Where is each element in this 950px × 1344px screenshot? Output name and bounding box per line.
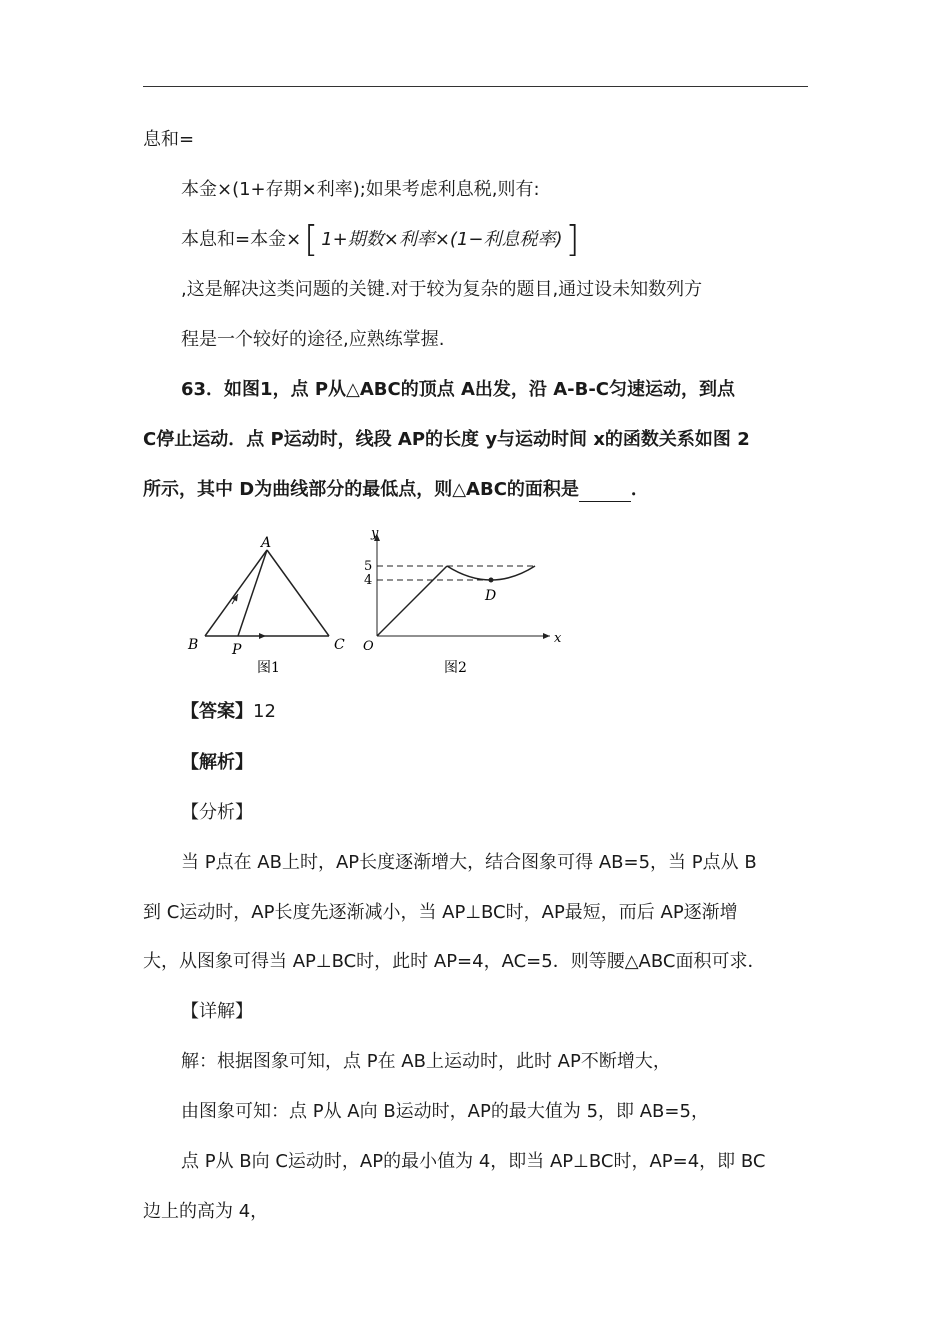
text-line: 到 C运动时，AP长度先逐渐减小，当 AP⊥BC时，AP最短，而后 AP逐渐增 <box>143 902 738 923</box>
text-line: ,这是解决这类问题的关键.对于较为复杂的题目,通过设未知数列方 <box>181 279 703 300</box>
question-end: ． <box>630 479 649 500</box>
text-line: 程是一个较好的途径,应熟练掌握. <box>181 329 445 350</box>
figure-2-graph <box>363 526 562 676</box>
question-text: 所示，其中 D为曲线部分的最低点，则△ABC的面积是 <box>143 479 579 500</box>
formula-line <box>181 219 583 260</box>
label-p: P <box>232 642 242 658</box>
answer-value: 12 <box>253 701 276 722</box>
text-line: 由图象可知：点 P从 A向 B运动时，AP的最大值为 5，即 AB=5， <box>181 1101 709 1122</box>
question-line-3 <box>143 478 649 502</box>
origin-label: O <box>363 639 374 654</box>
figures <box>180 522 580 682</box>
detail-heading: 【详解】 <box>181 1001 253 1022</box>
figure-1-triangle <box>187 535 345 676</box>
text-line: 点 P从 B向 C运动时，AP的最小值为 4，即当 AP⊥BC时，AP=4，即 BC <box>181 1151 766 1172</box>
formula-prefix: 本息和=本金× <box>181 229 302 250</box>
question-line-1: 63．如图1，点 P从△ABC的顶点 A出发，沿 A‐B‐C匀速运动，到点 <box>181 379 735 400</box>
text-line: 边上的高为 4， <box>143 1201 269 1222</box>
header-rule <box>143 86 808 87</box>
text-line: 当 P点在 AB上时，AP长度逐渐增大，结合图象可得 AB=5，当 P点从 B <box>181 852 757 873</box>
figure-2-caption: 图2 <box>444 660 467 676</box>
tick-4: 4 <box>364 573 373 588</box>
answer-label: 【答案】 <box>181 701 253 722</box>
text-line: 本金×(1+存期×利率);如果考虑利息税,则有: <box>181 179 540 200</box>
formula-body: 1+期数×利率×(1−利息税率) <box>321 229 563 250</box>
answer-line <box>181 700 276 724</box>
text-line: 大，从图象可得当 AP⊥BC时，此时 AP=4，AC=5．则等腰△ABC面积可求． <box>143 951 766 972</box>
figure-1-caption: 图1 <box>257 660 280 676</box>
axis-x-label: x <box>554 631 562 646</box>
fenxi-heading: 【分析】 <box>181 802 253 823</box>
answer-blank <box>579 483 631 502</box>
question-line-2: C停止运动．点 P运动时，线段 AP的长度 y与运动时间 x的函数关系如图 2 <box>143 429 750 450</box>
formula-open-bracket: [ <box>304 219 319 260</box>
formula-close-bracket: ] <box>565 219 580 260</box>
text-line: 解：根据图象可知，点 P在 AB上运动时，此时 AP不断增大， <box>181 1051 671 1072</box>
label-c: C <box>334 637 345 653</box>
label-a: A <box>261 535 272 551</box>
tick-5: 5 <box>364 559 373 574</box>
text-line: 息和= <box>143 129 195 150</box>
label-d: D <box>485 588 497 604</box>
axis-y-label: y <box>371 526 379 541</box>
label-b: B <box>188 637 199 653</box>
analysis-heading: 【解析】 <box>181 752 253 773</box>
